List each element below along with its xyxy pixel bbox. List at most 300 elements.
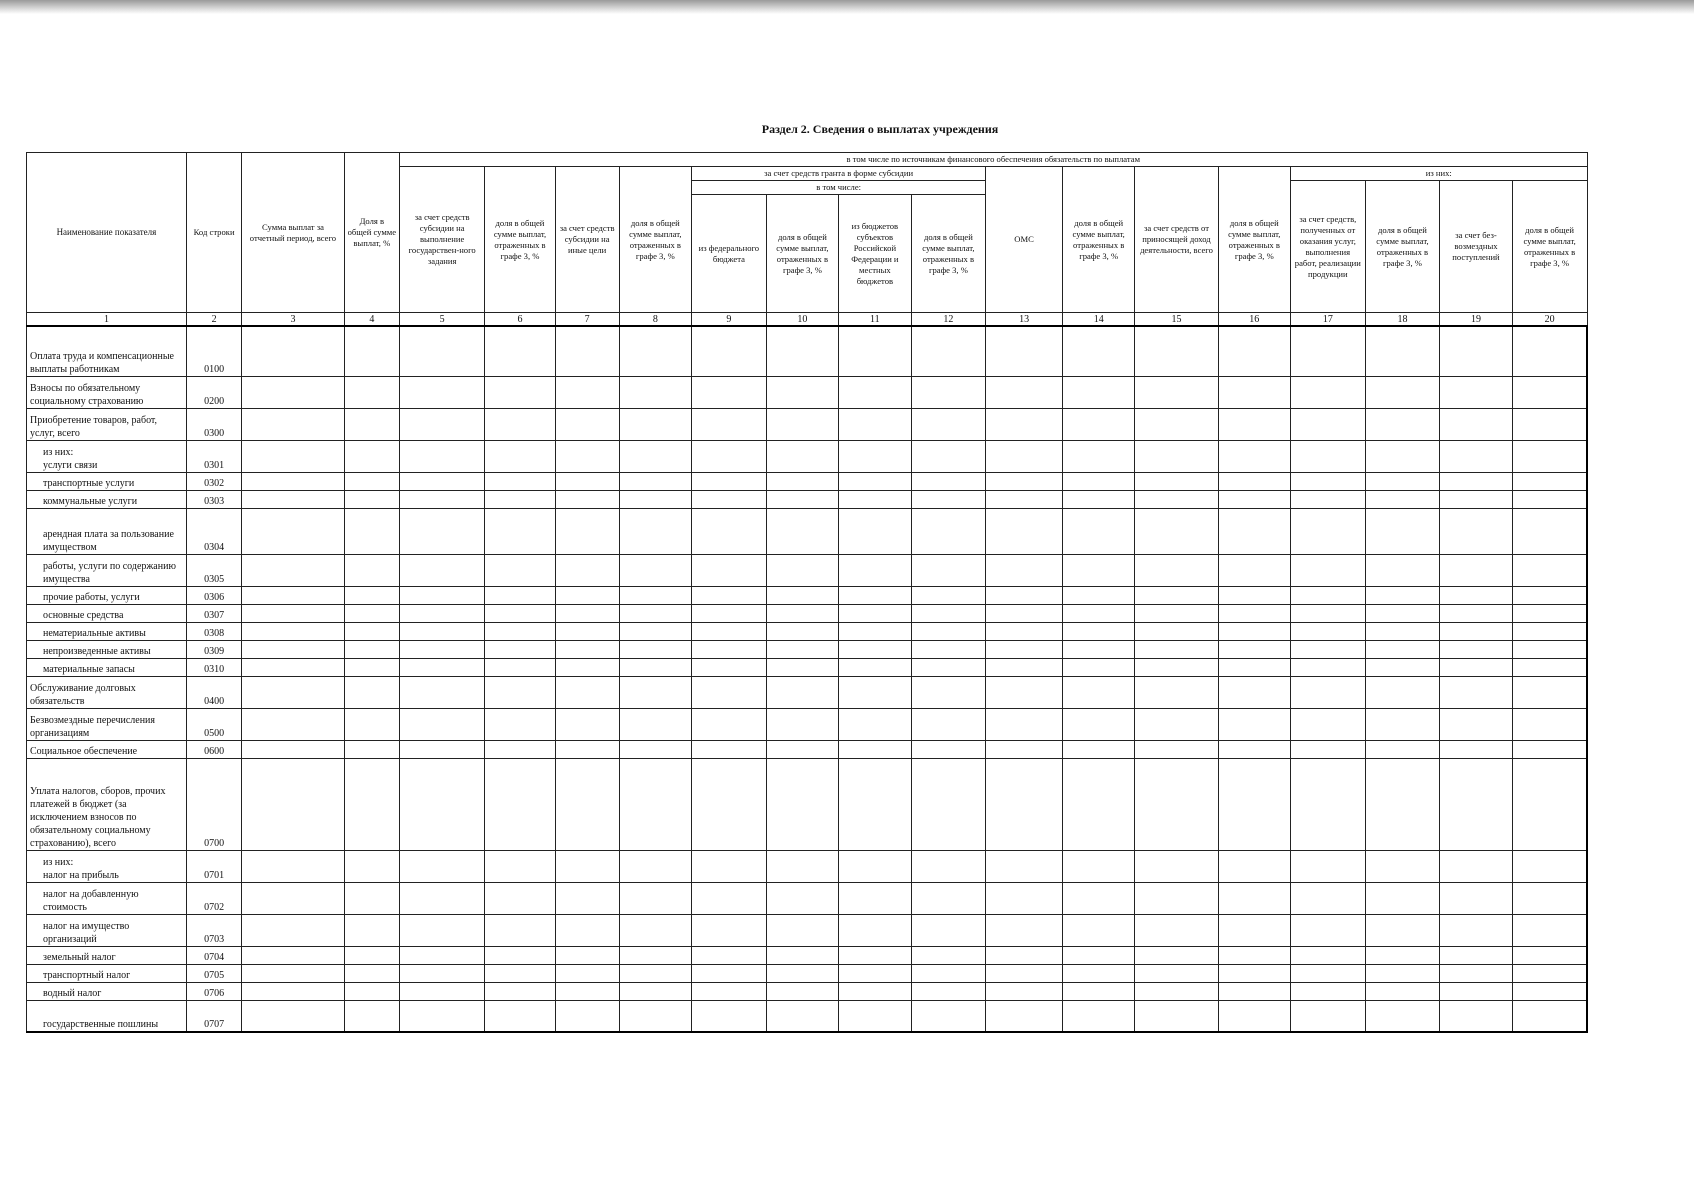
value-cell[interactable]	[555, 882, 619, 914]
value-cell[interactable]	[692, 964, 767, 982]
value-cell[interactable]	[766, 882, 838, 914]
value-cell[interactable]	[911, 964, 986, 982]
value-cell[interactable]	[619, 658, 691, 676]
value-cell[interactable]	[242, 408, 344, 440]
value-cell[interactable]	[485, 640, 555, 658]
value-cell[interactable]	[344, 554, 399, 586]
value-cell[interactable]	[485, 508, 555, 554]
value-cell[interactable]	[839, 982, 911, 1000]
value-cell[interactable]	[1440, 658, 1512, 676]
value-cell[interactable]	[692, 586, 767, 604]
value-cell[interactable]	[986, 376, 1063, 408]
value-cell[interactable]	[1291, 914, 1366, 946]
value-cell[interactable]	[344, 946, 399, 964]
value-cell[interactable]	[1062, 408, 1134, 440]
value-cell[interactable]	[555, 604, 619, 622]
value-cell[interactable]	[692, 326, 767, 376]
value-cell[interactable]	[619, 376, 691, 408]
value-cell[interactable]	[1291, 472, 1366, 490]
value-cell[interactable]	[344, 326, 399, 376]
value-cell[interactable]	[766, 554, 838, 586]
value-cell[interactable]	[485, 740, 555, 758]
value-cell[interactable]	[1512, 326, 1587, 376]
value-cell[interactable]	[555, 740, 619, 758]
value-cell[interactable]	[400, 376, 485, 408]
value-cell[interactable]	[1291, 508, 1366, 554]
value-cell[interactable]	[1512, 408, 1587, 440]
value-cell[interactable]	[242, 758, 344, 850]
value-cell[interactable]	[1440, 472, 1512, 490]
value-cell[interactable]	[839, 508, 911, 554]
value-cell[interactable]	[1218, 640, 1290, 658]
value-cell[interactable]	[839, 882, 911, 914]
value-cell[interactable]	[1365, 914, 1440, 946]
value-cell[interactable]	[692, 490, 767, 508]
value-cell[interactable]	[1291, 758, 1366, 850]
value-cell[interactable]	[911, 882, 986, 914]
value-cell[interactable]	[911, 850, 986, 882]
value-cell[interactable]	[1512, 850, 1587, 882]
value-cell[interactable]	[1512, 982, 1587, 1000]
value-cell[interactable]	[1365, 758, 1440, 850]
value-cell[interactable]	[1135, 604, 1218, 622]
value-cell[interactable]	[839, 408, 911, 440]
value-cell[interactable]	[692, 850, 767, 882]
value-cell[interactable]	[242, 740, 344, 758]
value-cell[interactable]	[692, 946, 767, 964]
value-cell[interactable]	[400, 946, 485, 964]
value-cell[interactable]	[485, 490, 555, 508]
value-cell[interactable]	[766, 604, 838, 622]
value-cell[interactable]	[692, 472, 767, 490]
value-cell[interactable]	[911, 554, 986, 586]
value-cell[interactable]	[242, 964, 344, 982]
value-cell[interactable]	[485, 408, 555, 440]
value-cell[interactable]	[400, 850, 485, 882]
value-cell[interactable]	[1291, 326, 1366, 376]
value-cell[interactable]	[1365, 604, 1440, 622]
value-cell[interactable]	[485, 554, 555, 586]
value-cell[interactable]	[400, 440, 485, 472]
value-cell[interactable]	[344, 658, 399, 676]
value-cell[interactable]	[344, 586, 399, 604]
value-cell[interactable]	[344, 408, 399, 440]
value-cell[interactable]	[1512, 490, 1587, 508]
value-cell[interactable]	[911, 914, 986, 946]
value-cell[interactable]	[1440, 622, 1512, 640]
value-cell[interactable]	[242, 490, 344, 508]
value-cell[interactable]	[766, 914, 838, 946]
value-cell[interactable]	[242, 658, 344, 676]
value-cell[interactable]	[485, 472, 555, 490]
value-cell[interactable]	[766, 850, 838, 882]
value-cell[interactable]	[911, 490, 986, 508]
value-cell[interactable]	[911, 440, 986, 472]
value-cell[interactable]	[1218, 946, 1290, 964]
value-cell[interactable]	[1291, 490, 1366, 508]
value-cell[interactable]	[555, 640, 619, 658]
value-cell[interactable]	[242, 604, 344, 622]
value-cell[interactable]	[1512, 508, 1587, 554]
value-cell[interactable]	[485, 982, 555, 1000]
value-cell[interactable]	[911, 586, 986, 604]
value-cell[interactable]	[1291, 882, 1366, 914]
value-cell[interactable]	[1218, 1000, 1290, 1032]
value-cell[interactable]	[1365, 982, 1440, 1000]
value-cell[interactable]	[1440, 408, 1512, 440]
value-cell[interactable]	[1440, 376, 1512, 408]
value-cell[interactable]	[1440, 508, 1512, 554]
value-cell[interactable]	[766, 964, 838, 982]
value-cell[interactable]	[1218, 914, 1290, 946]
value-cell[interactable]	[839, 946, 911, 964]
value-cell[interactable]	[1218, 708, 1290, 740]
value-cell[interactable]	[1062, 508, 1134, 554]
value-cell[interactable]	[1135, 914, 1218, 946]
value-cell[interactable]	[1135, 640, 1218, 658]
value-cell[interactable]	[344, 708, 399, 740]
value-cell[interactable]	[839, 376, 911, 408]
value-cell[interactable]	[986, 758, 1063, 850]
value-cell[interactable]	[839, 554, 911, 586]
value-cell[interactable]	[986, 326, 1063, 376]
value-cell[interactable]	[485, 622, 555, 640]
value-cell[interactable]	[839, 326, 911, 376]
value-cell[interactable]	[766, 622, 838, 640]
value-cell[interactable]	[344, 964, 399, 982]
value-cell[interactable]	[692, 554, 767, 586]
value-cell[interactable]	[766, 708, 838, 740]
value-cell[interactable]	[766, 676, 838, 708]
value-cell[interactable]	[1365, 376, 1440, 408]
value-cell[interactable]	[555, 914, 619, 946]
value-cell[interactable]	[619, 440, 691, 472]
value-cell[interactable]	[344, 676, 399, 708]
value-cell[interactable]	[692, 740, 767, 758]
value-cell[interactable]	[1365, 508, 1440, 554]
value-cell[interactable]	[242, 376, 344, 408]
value-cell[interactable]	[619, 850, 691, 882]
value-cell[interactable]	[911, 472, 986, 490]
value-cell[interactable]	[1135, 850, 1218, 882]
value-cell[interactable]	[1135, 676, 1218, 708]
value-cell[interactable]	[1062, 964, 1134, 982]
value-cell[interactable]	[619, 640, 691, 658]
value-cell[interactable]	[692, 640, 767, 658]
value-cell[interactable]	[1291, 850, 1366, 882]
value-cell[interactable]	[1365, 1000, 1440, 1032]
value-cell[interactable]	[1135, 946, 1218, 964]
value-cell[interactable]	[1365, 882, 1440, 914]
value-cell[interactable]	[1218, 982, 1290, 1000]
value-cell[interactable]	[766, 586, 838, 604]
value-cell[interactable]	[555, 1000, 619, 1032]
value-cell[interactable]	[1218, 740, 1290, 758]
value-cell[interactable]	[1512, 440, 1587, 472]
value-cell[interactable]	[400, 554, 485, 586]
value-cell[interactable]	[555, 946, 619, 964]
value-cell[interactable]	[766, 508, 838, 554]
value-cell[interactable]	[555, 850, 619, 882]
value-cell[interactable]	[839, 914, 911, 946]
value-cell[interactable]	[986, 1000, 1063, 1032]
value-cell[interactable]	[1291, 658, 1366, 676]
value-cell[interactable]	[242, 554, 344, 586]
value-cell[interactable]	[1135, 554, 1218, 586]
value-cell[interactable]	[555, 376, 619, 408]
value-cell[interactable]	[1512, 882, 1587, 914]
value-cell[interactable]	[619, 622, 691, 640]
value-cell[interactable]	[986, 676, 1063, 708]
value-cell[interactable]	[555, 676, 619, 708]
value-cell[interactable]	[911, 676, 986, 708]
value-cell[interactable]	[344, 490, 399, 508]
value-cell[interactable]	[485, 914, 555, 946]
value-cell[interactable]	[400, 508, 485, 554]
value-cell[interactable]	[1135, 882, 1218, 914]
value-cell[interactable]	[1218, 508, 1290, 554]
value-cell[interactable]	[619, 472, 691, 490]
value-cell[interactable]	[619, 708, 691, 740]
value-cell[interactable]	[1291, 408, 1366, 440]
value-cell[interactable]	[1291, 946, 1366, 964]
value-cell[interactable]	[986, 604, 1063, 622]
value-cell[interactable]	[1440, 850, 1512, 882]
value-cell[interactable]	[1218, 758, 1290, 850]
value-cell[interactable]	[1291, 554, 1366, 586]
value-cell[interactable]	[400, 658, 485, 676]
value-cell[interactable]	[1365, 408, 1440, 440]
value-cell[interactable]	[485, 676, 555, 708]
value-cell[interactable]	[1291, 1000, 1366, 1032]
value-cell[interactable]	[400, 640, 485, 658]
value-cell[interactable]	[1365, 554, 1440, 586]
value-cell[interactable]	[911, 604, 986, 622]
value-cell[interactable]	[839, 440, 911, 472]
value-cell[interactable]	[1512, 640, 1587, 658]
value-cell[interactable]	[1512, 1000, 1587, 1032]
value-cell[interactable]	[1440, 604, 1512, 622]
value-cell[interactable]	[485, 850, 555, 882]
value-cell[interactable]	[555, 658, 619, 676]
value-cell[interactable]	[344, 850, 399, 882]
value-cell[interactable]	[400, 586, 485, 604]
value-cell[interactable]	[839, 658, 911, 676]
value-cell[interactable]	[1135, 740, 1218, 758]
value-cell[interactable]	[242, 472, 344, 490]
value-cell[interactable]	[1135, 1000, 1218, 1032]
value-cell[interactable]	[1440, 964, 1512, 982]
value-cell[interactable]	[1291, 622, 1366, 640]
value-cell[interactable]	[1365, 586, 1440, 604]
value-cell[interactable]	[1512, 914, 1587, 946]
value-cell[interactable]	[1440, 554, 1512, 586]
value-cell[interactable]	[242, 508, 344, 554]
value-cell[interactable]	[1218, 554, 1290, 586]
value-cell[interactable]	[911, 376, 986, 408]
value-cell[interactable]	[619, 490, 691, 508]
value-cell[interactable]	[555, 472, 619, 490]
value-cell[interactable]	[986, 982, 1063, 1000]
value-cell[interactable]	[1512, 586, 1587, 604]
value-cell[interactable]	[692, 758, 767, 850]
value-cell[interactable]	[839, 850, 911, 882]
value-cell[interactable]	[1440, 1000, 1512, 1032]
value-cell[interactable]	[839, 622, 911, 640]
value-cell[interactable]	[766, 376, 838, 408]
value-cell[interactable]	[344, 604, 399, 622]
value-cell[interactable]	[1218, 326, 1290, 376]
value-cell[interactable]	[400, 326, 485, 376]
value-cell[interactable]	[1062, 708, 1134, 740]
value-cell[interactable]	[1512, 622, 1587, 640]
value-cell[interactable]	[485, 882, 555, 914]
value-cell[interactable]	[485, 604, 555, 622]
value-cell[interactable]	[1062, 376, 1134, 408]
value-cell[interactable]	[839, 490, 911, 508]
value-cell[interactable]	[766, 440, 838, 472]
value-cell[interactable]	[619, 408, 691, 440]
value-cell[interactable]	[1440, 640, 1512, 658]
value-cell[interactable]	[1365, 708, 1440, 740]
value-cell[interactable]	[1218, 586, 1290, 604]
value-cell[interactable]	[692, 658, 767, 676]
value-cell[interactable]	[911, 946, 986, 964]
value-cell[interactable]	[1365, 326, 1440, 376]
value-cell[interactable]	[1291, 708, 1366, 740]
value-cell[interactable]	[1291, 676, 1366, 708]
value-cell[interactable]	[766, 1000, 838, 1032]
value-cell[interactable]	[1062, 586, 1134, 604]
value-cell[interactable]	[555, 622, 619, 640]
value-cell[interactable]	[485, 440, 555, 472]
value-cell[interactable]	[692, 376, 767, 408]
value-cell[interactable]	[1440, 586, 1512, 604]
value-cell[interactable]	[242, 326, 344, 376]
value-cell[interactable]	[766, 740, 838, 758]
value-cell[interactable]	[839, 586, 911, 604]
value-cell[interactable]	[555, 708, 619, 740]
value-cell[interactable]	[839, 964, 911, 982]
value-cell[interactable]	[485, 376, 555, 408]
value-cell[interactable]	[1291, 604, 1366, 622]
value-cell[interactable]	[766, 408, 838, 440]
value-cell[interactable]	[400, 740, 485, 758]
value-cell[interactable]	[1440, 882, 1512, 914]
value-cell[interactable]	[555, 440, 619, 472]
value-cell[interactable]	[1440, 946, 1512, 964]
value-cell[interactable]	[1135, 658, 1218, 676]
value-cell[interactable]	[485, 658, 555, 676]
value-cell[interactable]	[1218, 490, 1290, 508]
value-cell[interactable]	[766, 946, 838, 964]
value-cell[interactable]	[692, 676, 767, 708]
value-cell[interactable]	[619, 882, 691, 914]
value-cell[interactable]	[911, 708, 986, 740]
value-cell[interactable]	[1218, 882, 1290, 914]
value-cell[interactable]	[766, 472, 838, 490]
value-cell[interactable]	[619, 554, 691, 586]
value-cell[interactable]	[1062, 946, 1134, 964]
value-cell[interactable]	[400, 490, 485, 508]
value-cell[interactable]	[555, 490, 619, 508]
value-cell[interactable]	[1440, 676, 1512, 708]
value-cell[interactable]	[1291, 740, 1366, 758]
value-cell[interactable]	[766, 490, 838, 508]
value-cell[interactable]	[344, 882, 399, 914]
value-cell[interactable]	[1291, 640, 1366, 658]
value-cell[interactable]	[344, 982, 399, 1000]
value-cell[interactable]	[1291, 586, 1366, 604]
value-cell[interactable]	[766, 658, 838, 676]
value-cell[interactable]	[1512, 554, 1587, 586]
value-cell[interactable]	[242, 882, 344, 914]
value-cell[interactable]	[692, 882, 767, 914]
value-cell[interactable]	[1512, 472, 1587, 490]
value-cell[interactable]	[242, 914, 344, 946]
value-cell[interactable]	[485, 758, 555, 850]
value-cell[interactable]	[1062, 740, 1134, 758]
value-cell[interactable]	[986, 554, 1063, 586]
value-cell[interactable]	[692, 622, 767, 640]
value-cell[interactable]	[485, 1000, 555, 1032]
value-cell[interactable]	[1062, 440, 1134, 472]
value-cell[interactable]	[485, 326, 555, 376]
value-cell[interactable]	[1218, 376, 1290, 408]
value-cell[interactable]	[619, 914, 691, 946]
value-cell[interactable]	[242, 440, 344, 472]
value-cell[interactable]	[1135, 964, 1218, 982]
value-cell[interactable]	[692, 408, 767, 440]
value-cell[interactable]	[619, 586, 691, 604]
value-cell[interactable]	[986, 708, 1063, 740]
value-cell[interactable]	[619, 1000, 691, 1032]
value-cell[interactable]	[1512, 740, 1587, 758]
value-cell[interactable]	[344, 440, 399, 472]
value-cell[interactable]	[555, 554, 619, 586]
value-cell[interactable]	[1135, 622, 1218, 640]
value-cell[interactable]	[1218, 658, 1290, 676]
value-cell[interactable]	[1440, 740, 1512, 758]
value-cell[interactable]	[1512, 946, 1587, 964]
value-cell[interactable]	[986, 946, 1063, 964]
value-cell[interactable]	[1440, 982, 1512, 1000]
value-cell[interactable]	[911, 326, 986, 376]
value-cell[interactable]	[555, 586, 619, 604]
value-cell[interactable]	[986, 508, 1063, 554]
value-cell[interactable]	[485, 946, 555, 964]
value-cell[interactable]	[344, 914, 399, 946]
value-cell[interactable]	[1218, 408, 1290, 440]
value-cell[interactable]	[911, 640, 986, 658]
value-cell[interactable]	[839, 740, 911, 758]
value-cell[interactable]	[1512, 604, 1587, 622]
value-cell[interactable]	[1512, 758, 1587, 850]
value-cell[interactable]	[911, 658, 986, 676]
value-cell[interactable]	[400, 604, 485, 622]
value-cell[interactable]	[692, 604, 767, 622]
value-cell[interactable]	[986, 586, 1063, 604]
value-cell[interactable]	[344, 640, 399, 658]
value-cell[interactable]	[1218, 676, 1290, 708]
value-cell[interactable]	[400, 708, 485, 740]
value-cell[interactable]	[1440, 490, 1512, 508]
value-cell[interactable]	[1062, 658, 1134, 676]
value-cell[interactable]	[344, 740, 399, 758]
value-cell[interactable]	[911, 740, 986, 758]
value-cell[interactable]	[344, 472, 399, 490]
value-cell[interactable]	[344, 758, 399, 850]
